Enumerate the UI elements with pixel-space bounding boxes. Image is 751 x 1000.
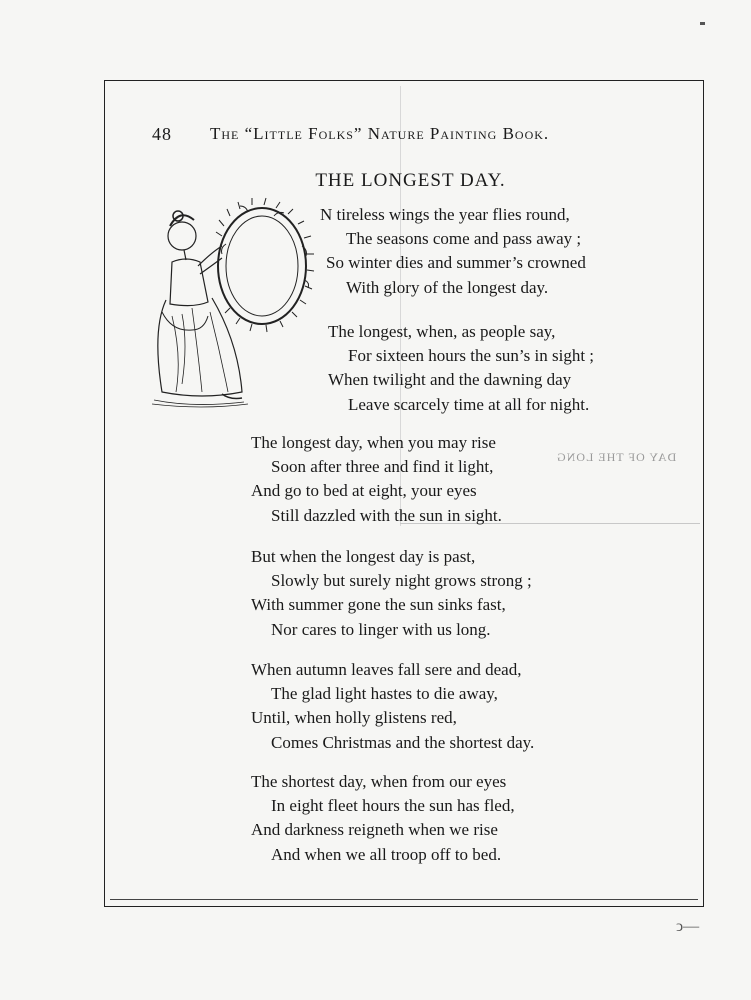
poem-line: When autumn leaves fall sere and dead,: [251, 660, 522, 679]
running-head: The “Little Folks” Nature Painting Book.: [210, 124, 550, 143]
girl-head: [168, 222, 196, 250]
inner-rule: [110, 899, 698, 900]
poem-line: For sixteen hours the sun’s in sight ;: [348, 346, 595, 366]
specimen-mark: [700, 22, 705, 25]
page-bottom-rule: [104, 906, 704, 907]
poem-line: And go to bed at eight, your eyes: [251, 481, 477, 501]
poem-line: But when the longest day is past,: [251, 547, 476, 566]
poem-line: Soon after three and find it light,: [271, 457, 494, 477]
stanza-1: [320, 203, 586, 300]
poem-line: Slowly but surely night grows strong ;: [271, 571, 532, 591]
poem-line: Leave scarcely time at all for night.: [348, 394, 590, 414]
poem-line: The glad light hastes to die away,: [271, 684, 498, 704]
poem-line: Still dazzled with the sun in sight.: [271, 505, 502, 525]
girl-with-wreath-illustration: [152, 196, 322, 414]
bleed-through-text: DAY OF THE LONG: [556, 450, 677, 464]
wreath-drop-cap-o: [218, 208, 306, 324]
poem-line: So winter dies and summer’s crowned: [326, 253, 586, 273]
stanza-3: [251, 431, 502, 528]
poem-line: The shortest day, when from our eyes: [251, 772, 507, 791]
stanza-2: [328, 320, 594, 417]
corner-mark: ↄ—: [676, 918, 700, 935]
poem-title: THE LONGEST DAY.: [315, 170, 506, 191]
poem-line: The seasons come and pass away ;: [346, 229, 582, 249]
poem-line: In eight fleet hours the sun has fled,: [271, 796, 515, 816]
poem-line: Comes Christmas and the shortest day.: [271, 732, 535, 752]
poem-line: And darkness reigneth when we rise: [251, 820, 498, 840]
poem-line: With summer gone the sun sinks fast,: [251, 595, 506, 615]
stanza-6: [251, 770, 515, 867]
poem-line: Until, when holly glistens red,: [251, 708, 457, 728]
poem-line: With glory of the longest day.: [346, 277, 549, 297]
page-number: 48: [152, 124, 172, 144]
poem-line: Nor cares to linger with us long.: [271, 619, 491, 639]
poem-line: And when we all troop off to bed.: [271, 844, 502, 864]
poem-line: N tireless wings the year flies round,: [320, 205, 570, 224]
stanza-4: [251, 545, 532, 642]
poem-line: The longest day, when you may rise: [251, 433, 496, 452]
poem-line: The longest, when, as people say,: [328, 322, 556, 341]
poem-line: When twilight and the dawning day: [328, 370, 572, 390]
stanza-5: [251, 658, 534, 755]
